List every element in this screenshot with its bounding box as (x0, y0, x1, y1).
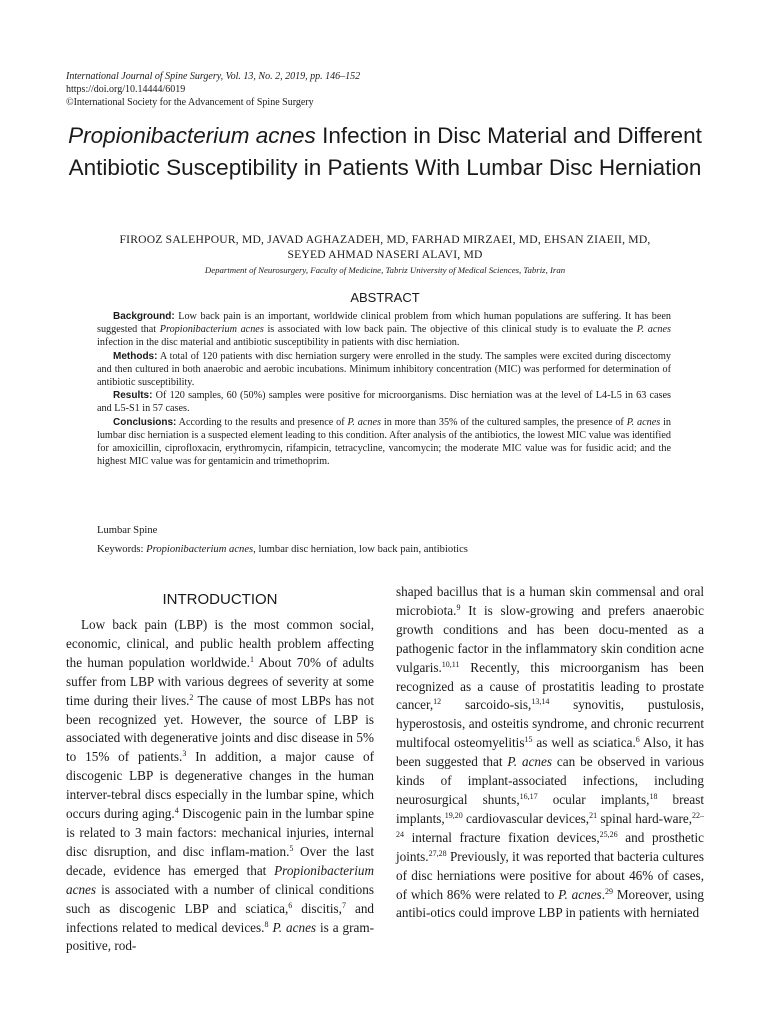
body-text: . (601, 886, 605, 902)
body-text: Discogenic pain in the lumbar spine is related to 3 main factors: mechanical injuries, internal disc disruption, and disc inflam-mation. (66, 806, 374, 859)
citation-ref[interactable]: 18 (649, 791, 658, 801)
citation-ref[interactable]: 10,11 (441, 659, 460, 669)
body-text: Low back pain (LBP) is the most common social, economic, clinical, and public health problem affecting the human population worldwide. (66, 617, 374, 670)
background-text: Low back pain is an important, worldwide clinical problem from which human populations are suffering. It has been suggested that (97, 311, 671, 336)
body-text: In addition, a major cause of discogenic LBP is degenerative changes in the human interver-tebral discs especially in the lumbar spine, which occurs during aging. (66, 749, 374, 822)
conclusions-text: in lumbar disc herniation is a suspected element leading to this condition. After analysis of the antibiotics, the lowest MIC value was identified for amoxicillin, ciprofloxacin, erythromycin, rifampicin, tetracycline, vancomycin; the moderate MIC value was for fusidic acid; and the highest MIC value was for gentamicin and trimethoprim. (97, 416, 671, 468)
journal-citation: International Journal of Spine Surgery, Vol. 13, No. 2, 2019, pp. 146–152 (66, 71, 361, 82)
subject-category: Lumbar Spine (97, 525, 158, 536)
body-text: Over the last decade, evidence has emerged that (66, 843, 374, 878)
background-label: Background: (113, 311, 175, 322)
citation-ref[interactable]: 25,26 (599, 829, 618, 839)
authors-line-2: SEYED AHMAD NASERI ALAVI, MD (287, 248, 483, 261)
citation-ref[interactable]: 19,20 (444, 810, 463, 820)
column-left (66, 588, 374, 956)
abstract-results (97, 389, 671, 415)
author-list (40, 232, 730, 262)
body-text: can be observed in various kinds of implant-associated infections, including neurosurgical shunts, (396, 754, 704, 807)
citation-ref[interactable]: 8 (264, 919, 269, 929)
intro-paragraph-continued (396, 583, 704, 923)
citation-ref[interactable]: 29 (604, 886, 613, 896)
citation-ref[interactable]: 13,14 (531, 697, 550, 707)
citation-ref[interactable]: 9 (456, 602, 461, 612)
conclusions-species: P. acnes (626, 416, 661, 428)
body-text: and infections related to medical devices. (66, 900, 375, 935)
abstract-background (97, 310, 671, 350)
background-text: infection in the disc material and antibiotic susceptibility in patients with disc herniation. (97, 337, 460, 349)
citation-ref[interactable]: 12 (433, 697, 442, 707)
body-text: breast implants, (396, 791, 704, 826)
body-text: The cause of most LBPs has not been recognized yet. However, the source of LBP is associated with degenerative joints and disc disease in 5% to 15% of patients. (66, 692, 374, 765)
intro-paragraph (66, 616, 374, 956)
journal-header (66, 70, 360, 109)
title-rest: Infection in Disc Material and Different Antibiotic Susceptibility in Patients With Lumbar Disc Herniation (68, 123, 702, 180)
body-text: is a gram-positive, rod- (66, 919, 375, 954)
body-text: sarcoido-sis, (441, 697, 532, 713)
abstract-heading: ABSTRACT (350, 290, 420, 305)
keywords-rest: , lumbar disc herniation, low back pain, antibiotics (253, 544, 468, 555)
citation-ref[interactable]: 21 (589, 810, 598, 820)
article-title (40, 120, 730, 184)
citation-ref[interactable]: 6 (288, 900, 293, 910)
species-name: P. acnes (558, 886, 602, 902)
body-text: is associated with a number of clinical conditions such as discogenic LBP and sciatica, (66, 881, 374, 916)
citation-ref[interactable]: 16,17 (519, 791, 538, 801)
citation-ref[interactable]: 4 (174, 806, 179, 816)
keyword-species: Propionibacterium acnes (146, 544, 254, 555)
citation-ref[interactable]: 3 (182, 749, 187, 759)
citation-ref[interactable]: 27,28 (428, 848, 447, 858)
body-text: as well as sciatica. (532, 735, 636, 751)
abstract-body (97, 310, 671, 468)
body-text: About 70% of adults suffer from LBP with various degrees of severity at some time during their lives. (66, 654, 375, 708)
body-text: spinal hard-ware, (597, 810, 692, 826)
affiliation: Department of Neurosurgery, Faculty of Medicine, Tabriz University of Medical Sciences, Tabriz, Iran (204, 265, 566, 275)
abstract-methods (97, 350, 671, 390)
conclusions-label: Conclusions: (113, 416, 177, 428)
body-text: shaped bacillus that is a human skin commensal and oral microbiota. (396, 584, 704, 618)
doi-link[interactable]: https://doi.org/10.14444/6019 (66, 84, 186, 95)
methods-text: A total of 120 patients with disc herniation surgery were enrolled in the study. The samples were excited during discectomy and then cultured in both anaerobic and aerobic incubations. Minimum inhibitory concentration (MIC) was performed for determination of antibiotic susceptibility. (97, 350, 671, 389)
keywords-line (97, 543, 671, 556)
citation-ref[interactable]: 15 (524, 735, 533, 745)
conclusions-text: According to the results and presence of (176, 416, 348, 428)
background-text: is associated with low back pain. The objective of this clinical study is to evaluate the (263, 324, 637, 336)
background-species: P. acnes (636, 324, 671, 336)
body-text: internal fracture fixation devices, (404, 829, 600, 845)
citation-ref[interactable]: 5 (289, 843, 294, 853)
conclusions-species: P. acnes (347, 416, 381, 428)
citation-ref[interactable]: 22–24 (396, 810, 704, 839)
abstract-conclusions (97, 416, 671, 469)
body-text: cardiovascular devices, (462, 810, 590, 826)
body-text: Moreover, using antibi-otics could improve LBP in patients with herniated (396, 886, 705, 921)
background-species: Propionibacterium acnes (159, 324, 264, 336)
body-text: synovitis, pustulosis, hyperostosis, and osteitis syndrome, and chronic recurrent multifocal osteomyelitis (396, 697, 704, 751)
title-italic: Propionibacterium acnes (68, 123, 316, 148)
body-text: Also, it has been suggested that (396, 735, 705, 770)
introduction-heading: INTRODUCTION (162, 591, 278, 608)
methods-label: Methods: (113, 350, 158, 362)
species-name: P. acnes (507, 754, 553, 770)
body-text: Recently, this microorganism has been recognized as a cause of prostatitis leading to prostate cancer, (396, 659, 704, 713)
body-text: It is slow-growing and prefers anaerobic growth conditions and has been docu-mented as a pathogenic factor in the inflammatory skin condition acne vulgaris. (396, 602, 704, 675)
citation-ref[interactable]: 6 (635, 735, 640, 745)
body-text: ocular implants, (537, 791, 650, 807)
column-right (396, 583, 704, 923)
body-text: and prosthetic joints. (396, 829, 704, 864)
body-text: Previously, it was reported that bacteria cultures of disc herniations were positive for about 46% of cases, of which 86% were related to (396, 848, 704, 902)
citation-ref[interactable]: 7 (341, 900, 346, 910)
species-name: Propionibacterium acnes (66, 862, 374, 897)
keywords-label: Keywords: (97, 544, 147, 555)
results-text: Of 120 samples, 60 (50%) samples were positive for microorganisms. Disc herniation was at the level of L4-L5 in 63 cases and L5-S1 in 57 cases. (97, 390, 671, 415)
citation-ref[interactable]: 1 (249, 654, 254, 664)
conclusions-text: in more than 35% of the cultured samples, the presence of (381, 416, 627, 428)
results-label: Results: (113, 390, 153, 402)
copyright-line: ©International Society for the Advancement of Spine Surgery (66, 97, 314, 108)
authors-line-1: FIROOZ SALEHPOUR, MD, JAVAD AGHAZADEH, MD, FARHAD MIRZAEI, MD, EHSAN ZIAEII, MD, (119, 233, 651, 246)
species-name: P. acnes (272, 919, 317, 935)
citation-ref[interactable]: 2 (189, 692, 194, 702)
body-text: discitis, (292, 900, 342, 916)
